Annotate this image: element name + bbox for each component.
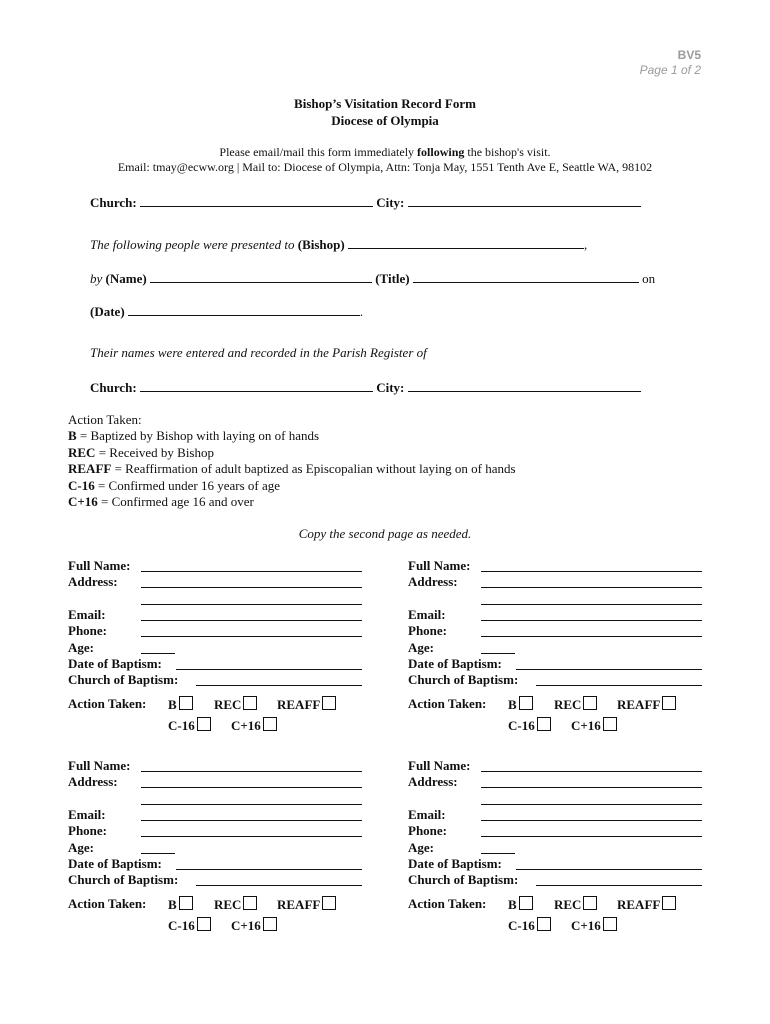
form-code: BV5 bbox=[677, 48, 701, 62]
reaff-option bbox=[277, 696, 336, 713]
date-of-baptism-label: Date of Baptism: bbox=[68, 856, 162, 871]
legend-item bbox=[68, 428, 516, 444]
date-row bbox=[90, 303, 363, 320]
reaff-checkbox[interactable] bbox=[322, 696, 336, 710]
by-text: by bbox=[90, 271, 106, 286]
c-minus-16-option bbox=[508, 717, 551, 734]
c-plus-16-option bbox=[231, 917, 277, 934]
church-city-row bbox=[90, 194, 641, 211]
presented-comma: , bbox=[583, 237, 588, 252]
address-input-1[interactable] bbox=[481, 587, 702, 588]
b-checkbox[interactable] bbox=[179, 696, 193, 710]
legend-code: REAFF bbox=[68, 461, 112, 477]
action-taken-label: Action Taken: bbox=[68, 896, 147, 911]
rec-option bbox=[554, 896, 597, 913]
church-input[interactable] bbox=[140, 194, 373, 207]
b-checkbox[interactable] bbox=[179, 896, 193, 910]
rec-option bbox=[554, 696, 597, 713]
email-label: Email: bbox=[408, 607, 446, 622]
legend-heading: Action Taken: bbox=[68, 412, 142, 427]
church-of-baptism-label: Church of Baptism: bbox=[408, 872, 519, 887]
register-city-input[interactable] bbox=[408, 379, 641, 392]
c-minus-16-label: C-16 bbox=[508, 918, 535, 933]
rec-label: REC bbox=[554, 897, 582, 912]
date-input[interactable] bbox=[128, 303, 360, 316]
email-label: Email: bbox=[68, 607, 106, 622]
c-minus-16-checkbox[interactable] bbox=[537, 717, 551, 731]
page-number: Page 1 of 2 bbox=[639, 63, 701, 77]
phone-label: Phone: bbox=[408, 823, 447, 838]
address-label: Address: bbox=[408, 574, 458, 589]
register-church-city-row bbox=[90, 379, 641, 396]
legend-desc: = Received by Bishop bbox=[95, 444, 214, 460]
phone-label: Phone: bbox=[408, 623, 447, 638]
register-church-label: Church: bbox=[90, 380, 137, 395]
full-name-input[interactable] bbox=[481, 571, 702, 572]
phone-input[interactable] bbox=[481, 636, 702, 637]
rec-checkbox[interactable] bbox=[583, 696, 597, 710]
reaff-option bbox=[617, 696, 676, 713]
date-of-baptism-input[interactable] bbox=[516, 669, 702, 670]
presented-text: The following people were presented to bbox=[90, 237, 298, 252]
full-name-input[interactable] bbox=[141, 771, 362, 772]
reaff-label: REAFF bbox=[277, 697, 321, 712]
c-plus-16-checkbox[interactable] bbox=[603, 917, 617, 931]
rec-option bbox=[214, 896, 257, 913]
church-of-baptism-input[interactable] bbox=[536, 685, 702, 686]
reaff-checkbox[interactable] bbox=[322, 896, 336, 910]
address-label: Address: bbox=[408, 774, 458, 789]
age-label: Age: bbox=[408, 840, 434, 855]
full-name-label: Full Name: bbox=[68, 558, 131, 573]
c-plus-16-option bbox=[231, 717, 277, 734]
c-plus-16-option bbox=[571, 917, 617, 934]
c-plus-16-option bbox=[571, 717, 617, 734]
age-input[interactable] bbox=[481, 653, 515, 654]
person-entry bbox=[68, 558, 368, 748]
church-label: Church: bbox=[90, 195, 137, 210]
b-option bbox=[168, 696, 193, 713]
register-city-label: City: bbox=[376, 380, 405, 395]
b-label: B bbox=[168, 697, 177, 712]
legend-desc: = Baptized by Bishop with laying on of hands bbox=[76, 428, 320, 444]
person-entry bbox=[408, 758, 708, 948]
date-of-baptism-input[interactable] bbox=[176, 669, 362, 670]
on-text: on bbox=[642, 271, 656, 286]
reaff-label: REAFF bbox=[277, 897, 321, 912]
c-minus-16-checkbox[interactable] bbox=[197, 717, 211, 731]
age-label: Age: bbox=[68, 640, 94, 655]
form-title: Bishop’s Visitation Record Form bbox=[294, 96, 476, 111]
reaff-checkbox[interactable] bbox=[662, 896, 676, 910]
contact-line: Email: tmay@ecww.org | Mail to: Diocese of Olympia, Attn: Tonja May, 1551 Tenth Ave E, Seattle WA, 98102 bbox=[117, 160, 653, 174]
city-label: City: bbox=[376, 195, 405, 210]
address-input-1[interactable] bbox=[141, 787, 362, 788]
instructions-pre: Please email/mail this form immediately bbox=[219, 145, 418, 159]
phone-input[interactable] bbox=[481, 836, 702, 837]
b-checkbox[interactable] bbox=[519, 696, 533, 710]
phone-input[interactable] bbox=[141, 836, 362, 837]
phone-label: Phone: bbox=[68, 823, 107, 838]
phone-input[interactable] bbox=[141, 636, 362, 637]
date-period: . bbox=[359, 304, 364, 319]
b-label: B bbox=[508, 697, 517, 712]
c-plus-16-label: C+16 bbox=[231, 918, 261, 933]
c-plus-16-checkbox[interactable] bbox=[263, 917, 277, 931]
address-input-2[interactable] bbox=[481, 604, 702, 605]
c-minus-16-checkbox[interactable] bbox=[537, 917, 551, 931]
full-name-label: Full Name: bbox=[68, 758, 131, 773]
bishop-input[interactable] bbox=[348, 236, 584, 249]
c-plus-16-label: C+16 bbox=[571, 718, 601, 733]
c-plus-16-checkbox[interactable] bbox=[263, 717, 277, 731]
c-minus-16-label: C-16 bbox=[168, 718, 195, 733]
b-label: B bbox=[508, 897, 517, 912]
rec-label: REC bbox=[214, 697, 242, 712]
instructions-post: the bishop's visit. bbox=[464, 145, 551, 159]
rec-checkbox[interactable] bbox=[243, 696, 257, 710]
full-name-label: Full Name: bbox=[408, 558, 471, 573]
church-of-baptism-input[interactable] bbox=[536, 885, 702, 886]
bishop-label: (Bishop) bbox=[297, 237, 345, 252]
legend-item bbox=[68, 478, 516, 494]
legend-item bbox=[68, 494, 516, 510]
name-label: (Name) bbox=[105, 271, 147, 286]
address-input-1[interactable] bbox=[141, 587, 362, 588]
legend-code: C+16 bbox=[68, 494, 98, 510]
register-church-input[interactable] bbox=[140, 379, 373, 392]
reaff-checkbox[interactable] bbox=[662, 696, 676, 710]
register-text: Their names were entered and recorded in the Parish Register of bbox=[90, 345, 427, 360]
c-minus-16-option bbox=[168, 917, 211, 934]
date-of-baptism-input[interactable] bbox=[516, 869, 702, 870]
address-label: Address: bbox=[68, 774, 118, 789]
reaff-label: REAFF bbox=[617, 697, 661, 712]
rec-checkbox[interactable] bbox=[583, 896, 597, 910]
full-name-input[interactable] bbox=[481, 771, 702, 772]
church-of-baptism-input[interactable] bbox=[196, 885, 362, 886]
age-label: Age: bbox=[408, 640, 434, 655]
legend-code: REC bbox=[68, 444, 96, 460]
c-minus-16-label: C-16 bbox=[168, 918, 195, 933]
legend-desc: = Confirmed age 16 and over bbox=[97, 494, 254, 510]
phone-label: Phone: bbox=[68, 623, 107, 638]
rec-label: REC bbox=[554, 697, 582, 712]
c-minus-16-checkbox[interactable] bbox=[197, 917, 211, 931]
copy-note: Copy the second page as needed. bbox=[298, 526, 472, 541]
age-input[interactable] bbox=[481, 853, 515, 854]
action-taken-label: Action Taken: bbox=[408, 696, 487, 711]
date-label: (Date) bbox=[90, 304, 125, 319]
church-of-baptism-label: Church of Baptism: bbox=[68, 872, 179, 887]
legend-desc: = Reaffirmation of adult baptized as Episcopalian without laying on of hands bbox=[111, 461, 516, 477]
date-of-baptism-label: Date of Baptism: bbox=[408, 856, 502, 871]
email-label: Email: bbox=[408, 807, 446, 822]
form-subtitle: Diocese of Olympia bbox=[331, 113, 439, 128]
person-entry bbox=[68, 758, 368, 948]
c-plus-16-label: C+16 bbox=[231, 718, 261, 733]
address-input-1[interactable] bbox=[481, 787, 702, 788]
church-of-baptism-input[interactable] bbox=[196, 685, 362, 686]
church-of-baptism-label: Church of Baptism: bbox=[68, 672, 179, 687]
title-input[interactable] bbox=[413, 270, 639, 283]
legend-item bbox=[68, 445, 516, 461]
legend-code: C-16 bbox=[68, 477, 95, 493]
person-entry bbox=[408, 558, 708, 748]
email-label: Email: bbox=[68, 807, 106, 822]
full-name-label: Full Name: bbox=[408, 758, 471, 773]
action-legend bbox=[68, 412, 516, 510]
address-input-2[interactable] bbox=[141, 804, 362, 805]
rec-option bbox=[214, 696, 257, 713]
c-minus-16-option bbox=[168, 717, 211, 734]
name-title-row bbox=[90, 270, 655, 287]
age-label: Age: bbox=[68, 840, 94, 855]
c-plus-16-label: C+16 bbox=[571, 918, 601, 933]
full-name-input[interactable] bbox=[141, 571, 362, 572]
address-input-2[interactable] bbox=[141, 604, 362, 605]
c-minus-16-option bbox=[508, 917, 551, 934]
title-label: (Title) bbox=[375, 271, 410, 286]
address-input-2[interactable] bbox=[481, 804, 702, 805]
presented-row bbox=[90, 236, 587, 253]
city-input[interactable] bbox=[408, 194, 641, 207]
rec-label: REC bbox=[214, 897, 242, 912]
b-option bbox=[508, 896, 533, 913]
address-label: Address: bbox=[68, 574, 118, 589]
church-of-baptism-label: Church of Baptism: bbox=[408, 672, 519, 687]
email-input[interactable] bbox=[141, 820, 362, 821]
rec-checkbox[interactable] bbox=[243, 896, 257, 910]
instructions-line bbox=[0, 145, 770, 160]
date-of-baptism-label: Date of Baptism: bbox=[68, 656, 162, 671]
reaff-option bbox=[617, 896, 676, 913]
c-minus-16-label: C-16 bbox=[508, 718, 535, 733]
instructions-bold: following bbox=[417, 145, 465, 159]
name-input[interactable] bbox=[150, 270, 372, 283]
age-input[interactable] bbox=[141, 853, 175, 854]
b-checkbox[interactable] bbox=[519, 896, 533, 910]
legend-code: B bbox=[68, 428, 77, 444]
b-label: B bbox=[168, 897, 177, 912]
b-option bbox=[168, 896, 193, 913]
reaff-option bbox=[277, 896, 336, 913]
c-plus-16-checkbox[interactable] bbox=[603, 717, 617, 731]
email-input[interactable] bbox=[481, 820, 702, 821]
email-input[interactable] bbox=[141, 620, 362, 621]
legend-item bbox=[68, 461, 516, 477]
reaff-label: REAFF bbox=[617, 897, 661, 912]
action-taken-label: Action Taken: bbox=[408, 896, 487, 911]
email-input[interactable] bbox=[481, 620, 702, 621]
b-option bbox=[508, 696, 533, 713]
action-taken-label: Action Taken: bbox=[68, 696, 147, 711]
legend-desc: = Confirmed under 16 years of age bbox=[94, 477, 281, 493]
date-of-baptism-input[interactable] bbox=[176, 869, 362, 870]
date-of-baptism-label: Date of Baptism: bbox=[408, 656, 502, 671]
age-input[interactable] bbox=[141, 653, 175, 654]
